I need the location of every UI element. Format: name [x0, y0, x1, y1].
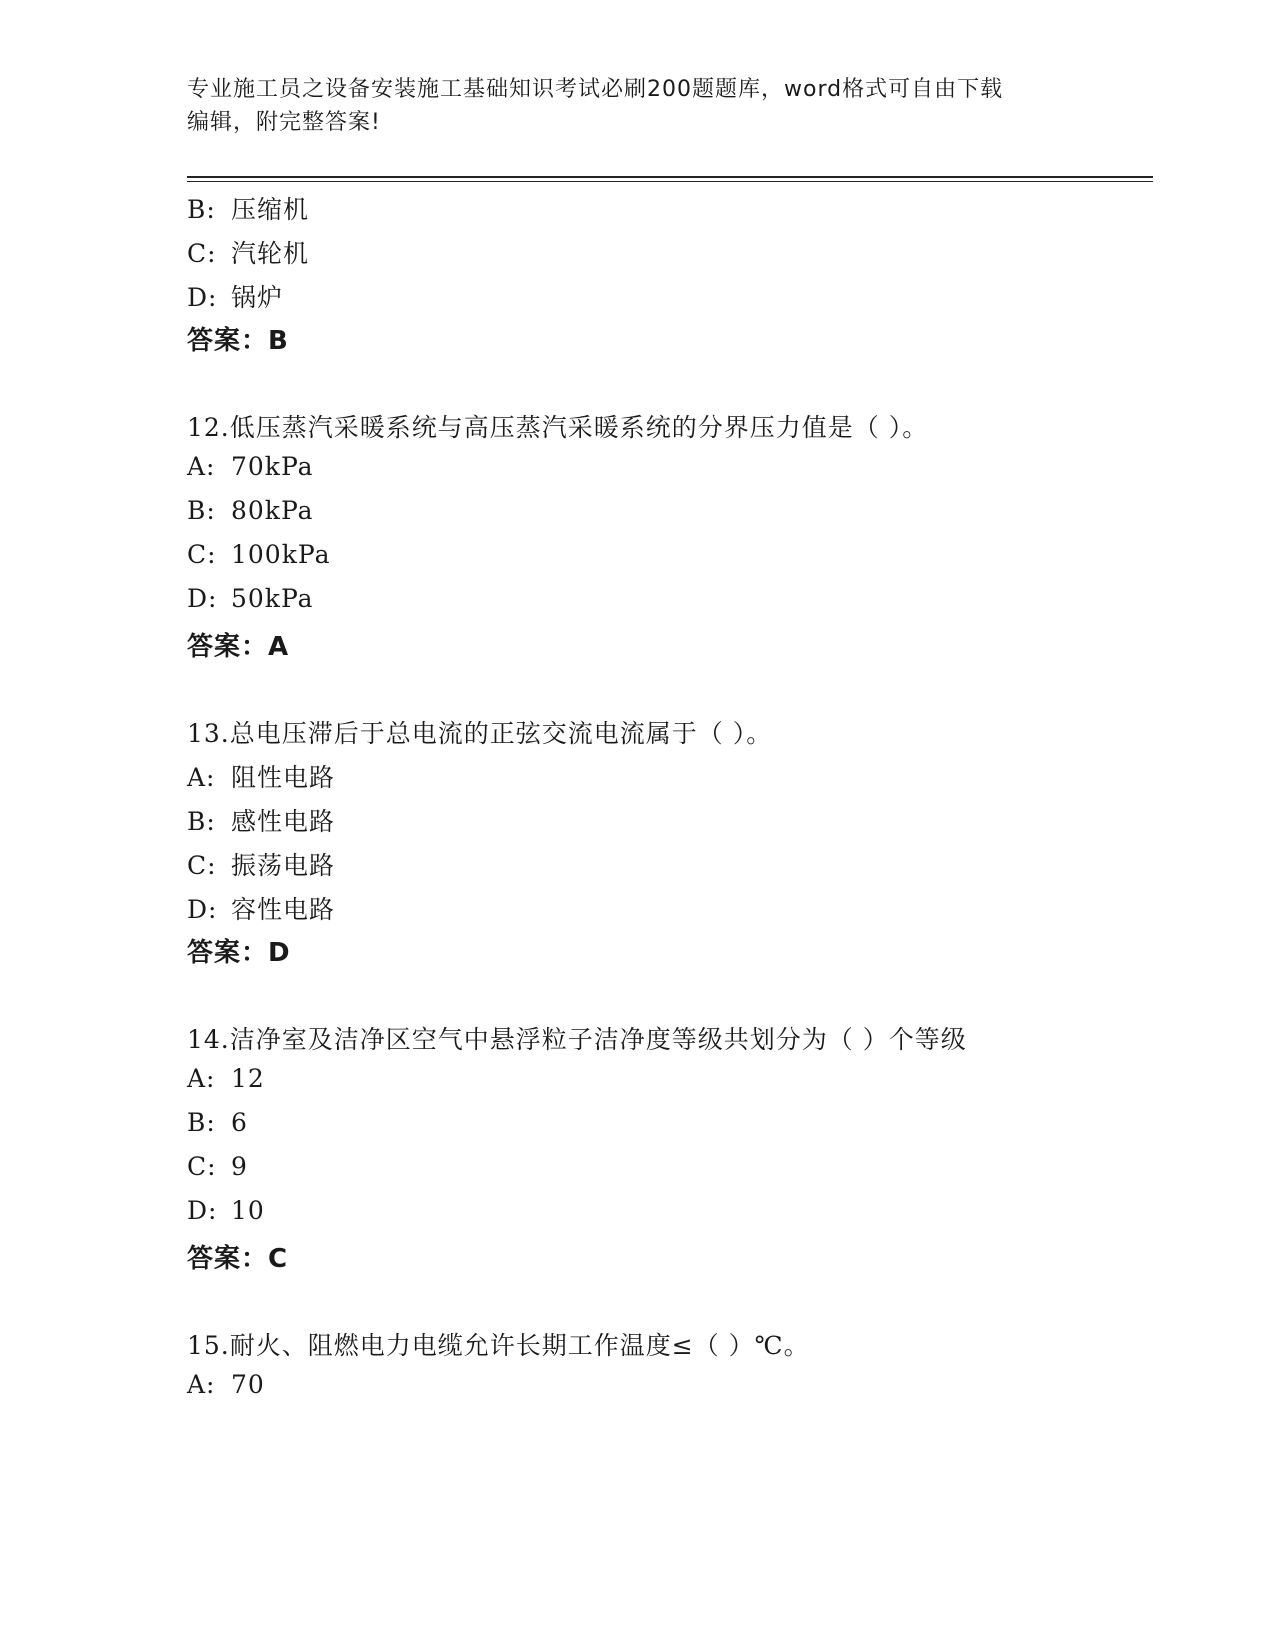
option-letter: D: — [187, 283, 218, 312]
option-letter: A: — [187, 1064, 216, 1093]
question-stem: 13.总电压滞后于总电流的正弦交流电流属于（ ）。 — [187, 719, 773, 748]
option-text: 9 — [231, 1152, 248, 1181]
answer-line: 答案：A — [187, 632, 290, 662]
option-text: 100kPa — [231, 540, 331, 569]
option-row — [187, 758, 335, 794]
option-text: 50kPa — [231, 584, 314, 613]
option-letter: B: — [187, 496, 216, 525]
option-text: 汽轮机 — [231, 239, 310, 268]
option-letter: C: — [187, 851, 217, 880]
option-text: 80kPa — [231, 496, 314, 525]
option-row — [187, 234, 309, 270]
question-stem: 15.耐火、阻燃电力电缆允许长期工作温度≤（ ）℃。 — [187, 1331, 810, 1360]
question-stem: 12.低压蒸汽采暖系统与高压蒸汽采暖系统的分界压力值是（ ）。 — [187, 413, 929, 442]
option-text: 锅炉 — [231, 283, 284, 312]
option-row — [187, 802, 335, 838]
option-row — [187, 890, 335, 926]
option-letter: C: — [187, 239, 217, 268]
option-letter: B: — [187, 807, 216, 836]
answer-line: 答案：D — [187, 938, 291, 968]
answer-line: 答案：B — [187, 326, 289, 356]
header-title-line-1: 专业施工员之设备安装施工基础知识考试必刷200题题库，word格式可自由下载 — [187, 77, 1004, 102]
option-letter: C: — [187, 1152, 217, 1181]
question-stem: 14.洁净室及洁净区空气中悬浮粒子洁净度等级共划分为（ ）个等级 — [187, 1025, 967, 1054]
option-letter: A: — [187, 452, 216, 481]
option-text: 6 — [231, 1108, 248, 1137]
option-row — [187, 1108, 248, 1137]
option-text: 振荡电路 — [231, 851, 336, 880]
option-row — [187, 540, 330, 569]
option-row — [187, 452, 314, 481]
option-letter: B: — [187, 195, 216, 224]
header-divider-thin — [187, 181, 1153, 182]
option-row — [187, 190, 309, 226]
option-text: 感性电路 — [231, 807, 336, 836]
option-text: 10 — [231, 1196, 265, 1225]
option-row — [187, 1370, 265, 1399]
option-text: 12 — [231, 1064, 265, 1093]
option-row — [187, 584, 314, 613]
option-letter: B: — [187, 1108, 216, 1137]
answer-line: 答案：C — [187, 1244, 289, 1274]
option-text: 容性电路 — [231, 895, 336, 924]
option-text: 压缩机 — [231, 195, 310, 224]
option-text: 70 — [231, 1370, 265, 1399]
option-row — [187, 496, 314, 525]
option-letter: A: — [187, 1370, 216, 1399]
option-row — [187, 1152, 248, 1181]
header-divider — [187, 176, 1153, 178]
option-letter: D: — [187, 584, 218, 613]
option-letter: D: — [187, 895, 218, 924]
header-title-line-2: 编辑，附完整答案! — [187, 110, 381, 135]
option-row — [187, 278, 283, 314]
option-letter: A: — [187, 763, 216, 792]
option-letter: D: — [187, 1196, 218, 1225]
option-text: 70kPa — [231, 452, 314, 481]
option-letter: C: — [187, 540, 217, 569]
option-row — [187, 846, 335, 882]
option-row — [187, 1196, 265, 1225]
document-header — [187, 73, 1087, 139]
option-text: 阻性电路 — [231, 763, 336, 792]
option-row — [187, 1064, 265, 1093]
